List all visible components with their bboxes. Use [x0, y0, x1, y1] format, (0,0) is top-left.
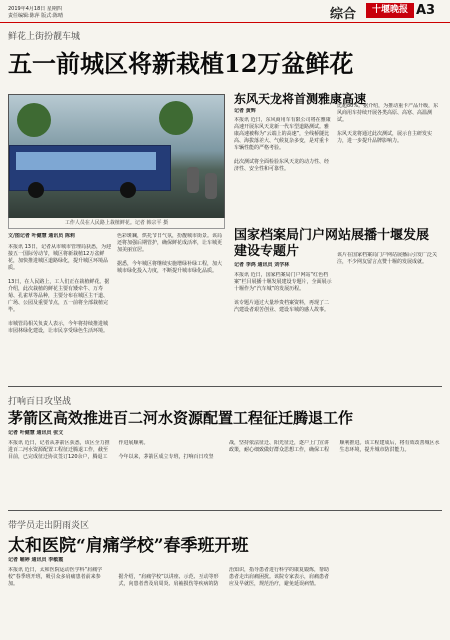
story-4-headline: 茅箭区高效推进百二河水资源配置工程征迁腾退工作 [8, 409, 354, 427]
story-4-byline: 记者 叶健慧 通讯员 张文 [8, 430, 64, 436]
top-story-byline: 文/图记者 叶健慧 通讯员 陈莉 [8, 233, 76, 239]
story-2-body-right: 比超80%。据介绍，为推动重卡产品升级，东风商用车持续开展各类高原、高寒、高温测试。 东风天龙将通过此次测试，展示自主研发实力，进一步提升品牌影响力。 [337, 103, 439, 144]
story-3-headline: 国家档案局门户网站展播十堰发展建设专题片 [234, 228, 430, 259]
story-5-headline: 太和医院“肩痛学校”春季班开班 [8, 536, 249, 556]
bus-illustration [9, 145, 171, 191]
page-number: A3 [416, 3, 436, 18]
photo-caption: 工作人员在人民路上栽植鲜花。记者 韩宗平 摄 [8, 218, 225, 229]
story-2-byline: 记者 黄辉 [234, 108, 256, 114]
top-story-body-right: 色彩斑斓，烘托节日气氛，扮靓城市街景。该局还将加强后期管护，确保鲜花成活率，让车城更加美丽宜居。 据悉，今年城区将继续实施增绿补绿工程，加大城市绿化投入力度，不断提升城市绿化品质。 [117, 233, 222, 274]
story-5-body: 本报讯 近日，太和医院运动医学科“肩痛学校”春季班开班，吸引众多肩痛患者前来参加。 据介绍，“肩痛学校”以讲座、示范、互动等形式，向患者普及肩周炎、肩袖损伤等疾病的防治知识，指导患者进行科学的康复锻炼，帮助患者走出肩痛困扰。该院专家表示，肩痛患者应及早就医，规范治疗，避免延误病情。 [8, 567, 330, 587]
story-2-headline: 东风天龙将首测雅康高速 [234, 92, 367, 106]
section-title: 综合 [330, 7, 357, 22]
top-story-body-left: 本报讯 13日，记者从市城市管理局获悉，为迎接五一国际劳动节，城区将新栽植12万盆鲜花，加快推进城区道路绿化，提升城区环境品质。 13日，在人民路上，工人们正在栽植鲜花。据介绍，此次栽植的鲜花主要有矮牵牛、万寿菊、孔雀草等品种，主要分布在城区主干道、广场、公园及重要节点，五一前将全部栽植完毕。 市城管局相关负责人表示，今年将持续推进城市园林绿化建设，让市民享受绿色生活环境。 [8, 244, 111, 334]
story-4-kicker: 打响百日攻坚战 [8, 397, 72, 407]
story-3-byline: 记者 李鸿 通讯员 刘学林 [234, 262, 290, 268]
story-3-body-left: 本报讯 近日，国家档案局门户网站“红色档案”栏目展播十堰发展建设专题片，全面展示十堰作为“汽车城”的发展历程。 该专题片通过大量珍贵档案资料，再现了二汽建设者艰苦创业、建设车城的感人故事。 [234, 272, 332, 313]
story-3-body-right: 该片在国家档案局门户网站展播后引发广泛关注，不少网友留言点赞十堰的发展成就。 [337, 252, 438, 265]
section-divider [8, 386, 442, 387]
top-story-photo [8, 94, 225, 220]
top-story-headline: 五一前城区将新栽植12万盆鲜花 [8, 49, 354, 78]
story-2-body-left: 本报讯 近日，东风商用车有限公司将在雅康高速开展东风天龙新一代车型道路测试。雅康高速被称为“云端上的高速”，全线桥隧比高、海拔落差大、气候复杂多变，是对重卡车辆性能的严格考验。 此次测试将全面检验东风天龙的动力性、经济性、安全性和可靠性。 [234, 117, 331, 172]
story-4-body: 本报讯 近日，记者从茅箭区获悉，该区全力推进百二河水资源配置工程征迁腾退工作，截至目前，已完成征迁协议签订120余户，腾退工作进展顺利。 今年以来，茅箭区成立专班，打响百日攻坚战，坚持依法征迁、阳光征迁，逐户上门宣讲政策，耐心细致做好群众思想工作，确保工程顺利推进。该工程建成后，将有效改善城区水生态环境，提升城市防洪能力。 [8, 440, 440, 460]
newspaper-logo: 十堰晚报 [366, 3, 414, 18]
section-divider [8, 510, 442, 511]
issue-date: 2019年4月18日 星期四 责任编辑:陈萍 版式:陈晴 [8, 6, 63, 19]
story-5-kicker: 带学员走出阴雨炎区 [8, 521, 90, 531]
story-5-byline: 记者 喻婷 通讯员 李敏霞 [8, 557, 64, 563]
top-story-kicker: 鲜花上街扮靓车城 [8, 32, 81, 42]
